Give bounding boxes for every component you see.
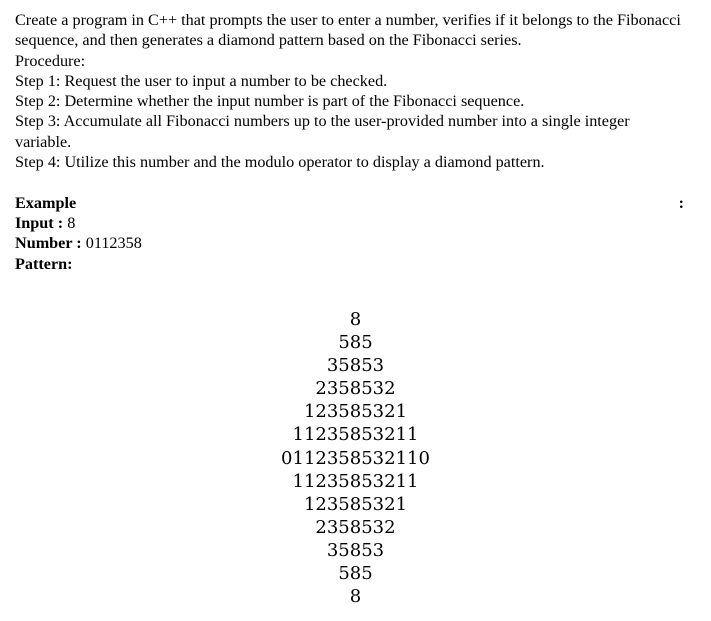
pattern-row: 585: [338, 332, 373, 354]
step-3: Step 3: Accumulate all Fibonacci numbers up to the user-provided number into a single integer variable.: [15, 112, 630, 151]
pattern-row: 8: [349, 309, 362, 330]
problem-document: [15, 10, 687, 274]
example-colon: :: [678, 193, 684, 212]
pattern-row: 2358532: [315, 516, 396, 538]
example-heading-line: [15, 193, 687, 213]
pattern-row: 11235853211: [292, 470, 419, 492]
example-heading: Example: [15, 193, 77, 212]
step-2: Step 2: Determine whether the input number is part of the Fibonacci sequence.: [15, 92, 525, 111]
pattern-row: 123585321: [303, 401, 408, 423]
pattern-row: 35853: [326, 355, 385, 377]
step-1: Step 1: Request the user to input a number to be checked.: [15, 71, 388, 90]
pattern-row: 11235853211: [292, 424, 419, 446]
pattern-row: 2358532: [315, 378, 396, 400]
number-value: 0112358: [81, 234, 142, 253]
diamond-pattern: [0, 308, 711, 608]
pattern-row: 123585321: [303, 493, 408, 515]
pattern-label: Pattern:: [15, 254, 73, 273]
number-line: [15, 233, 687, 253]
pattern-row: 35853: [326, 539, 385, 561]
pattern-row: 0112358532110: [281, 447, 430, 469]
input-label: Input :: [15, 213, 64, 232]
intro-paragraph: Create a program in C++ that prompts the user to enter a number, verifies if it belongs to the Fibonacci sequence, and then generates a diamond pattern based on the Fibonacci series.: [15, 11, 681, 50]
pattern-row: 585: [338, 563, 373, 585]
procedure-label: Procedure:: [15, 51, 86, 70]
input-line: [15, 213, 687, 233]
input-value: 8: [63, 213, 76, 232]
pattern-row: 8: [349, 586, 362, 608]
number-label: Number :: [15, 234, 82, 253]
step-4: Step 4: Utilize this number and the modulo operator to display a diamond pattern.: [15, 153, 545, 172]
paragraph-spacer: [15, 172, 687, 192]
